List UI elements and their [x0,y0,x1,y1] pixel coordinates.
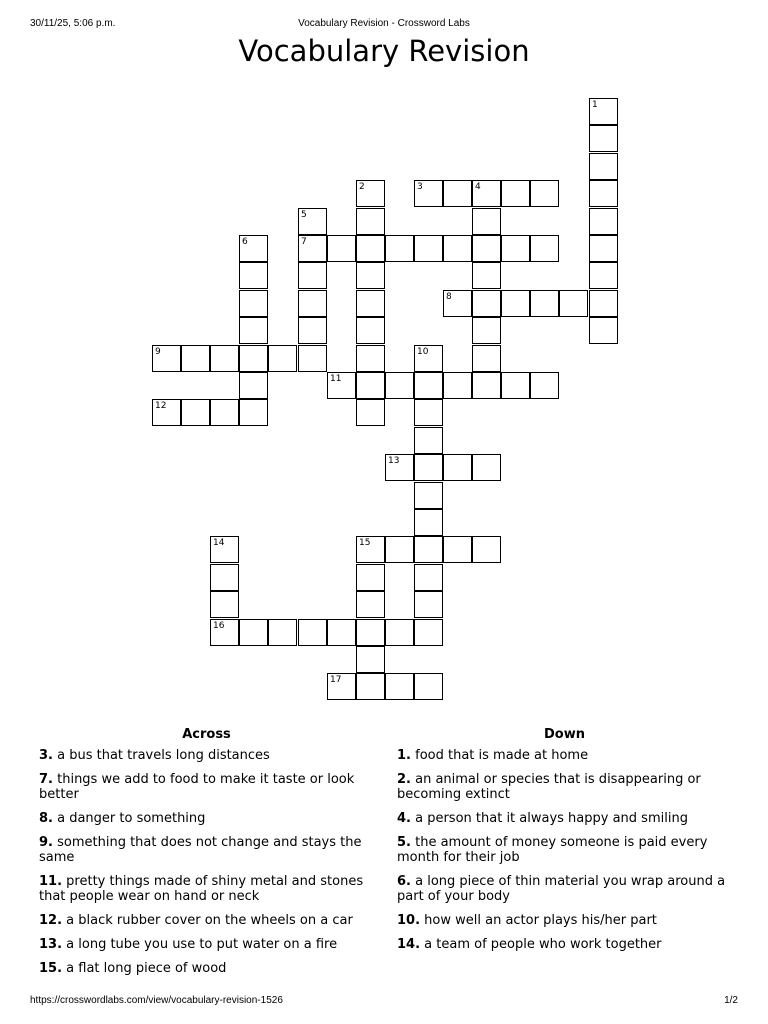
clue-number: 1. [397,748,411,763]
cell-number: 14 [213,538,225,548]
cell-number: 2 [359,182,365,192]
clue-text: a person that it always happy and smiling [410,811,688,826]
grid-cell[interactable] [356,536,385,563]
grid-cell[interactable] [152,399,181,426]
grid-cell[interactable] [239,235,268,262]
grid-cell[interactable] [298,262,327,289]
grid-cell[interactable] [298,619,327,646]
cell-number: 7 [301,237,307,247]
grid-cell[interactable] [268,619,297,646]
grid-cell[interactable] [472,180,501,207]
grid-cell[interactable] [298,208,327,235]
grid-cell[interactable] [356,619,385,646]
grid-cell[interactable] [327,235,356,262]
across-clue [39,961,384,976]
grid-cell[interactable] [589,180,618,207]
grid-cell[interactable] [356,646,385,673]
down-heading: Down [544,727,585,742]
across-clue [39,772,384,802]
grid-cell[interactable] [239,619,268,646]
clue-text: a flat long piece of wood [62,961,227,976]
clue-text: something that does not change and stays the same [39,835,362,865]
clue-text: a long piece of thin material you wrap around a part of your body [397,874,726,904]
across-clue [39,913,384,928]
grid-cell[interactable] [210,345,239,372]
grid-cell[interactable] [327,673,356,700]
grid-cell[interactable] [501,290,530,317]
cell-number: 6 [242,237,248,247]
print-date: 30/11/25, 5:06 p.m. [30,18,116,29]
grid-cell[interactable] [472,536,501,563]
clue-text: how well an actor plays his/her part [420,913,657,928]
clue-number: 5. [397,835,411,850]
across-clue [39,937,384,952]
page-url: https://crosswordlabs.com/view/vocabulary-revision-1526 [30,995,283,1006]
clue-number: 8. [39,811,53,826]
across-clue [39,835,384,865]
grid-cell[interactable] [327,372,356,399]
grid-cell[interactable] [356,180,385,207]
down-clue [397,913,742,928]
grid-cell[interactable] [210,399,239,426]
grid-cell[interactable] [298,235,327,262]
grid-cell[interactable] [472,235,501,262]
page-number: 1/2 [724,995,738,1006]
grid-cell[interactable] [443,235,472,262]
grid-cell[interactable] [472,208,501,235]
grid-cell[interactable] [298,317,327,344]
grid-cell[interactable] [501,372,530,399]
page-title: Vocabulary Revision [238,34,530,68]
clue-number: 13. [39,937,63,952]
clue-number: 3. [39,748,53,763]
grid-cell[interactable] [589,290,618,317]
grid-cell[interactable] [239,290,268,317]
grid-cell[interactable] [356,591,385,618]
grid-cell[interactable] [210,591,239,618]
cell-number: 11 [330,374,342,384]
grid-cell[interactable] [414,564,443,591]
clue-text: a long tube you use to put water on a fire [62,937,338,952]
grid-cell[interactable] [414,399,443,426]
print-tab-title: Vocabulary Revision - Crossword Labs [298,18,470,29]
clue-number: 10. [397,913,421,928]
grid-cell[interactable] [443,454,472,481]
cell-number: 5 [301,210,307,220]
grid-cell[interactable] [356,290,385,317]
grid-cell[interactable] [385,536,414,563]
grid-cell[interactable] [268,345,297,372]
grid-cell[interactable] [239,317,268,344]
grid-cell[interactable] [472,454,501,481]
clue-number: 2. [397,772,411,787]
grid-cell[interactable] [443,180,472,207]
clue-text: food that is made at home [410,748,589,763]
grid-cell[interactable] [239,262,268,289]
grid-cell[interactable] [472,262,501,289]
down-clue [397,937,742,952]
grid-cell[interactable] [589,262,618,289]
clue-number: 6. [397,874,411,889]
clue-text: things we add to food to make it taste or look better [39,772,355,802]
grid-cell[interactable] [589,317,618,344]
grid-cell[interactable] [414,619,443,646]
clue-text: an animal or species that is disappearing or becoming extinct [397,772,701,802]
cell-number: 17 [330,675,342,685]
grid-cell[interactable] [356,262,385,289]
grid-cell[interactable] [414,536,443,563]
grid-cell[interactable] [356,345,385,372]
grid-cell[interactable] [414,509,443,536]
grid-cell[interactable] [414,673,443,700]
grid-cell[interactable] [559,290,588,317]
grid-cell[interactable] [356,235,385,262]
across-heading: Across [182,727,231,742]
grid-cell[interactable] [356,372,385,399]
cell-number: 16 [213,621,225,631]
cell-number: 15 [359,538,371,548]
grid-cell[interactable] [239,345,268,372]
across-clue [39,874,384,904]
grid-cell[interactable] [414,482,443,509]
down-clue [397,748,742,763]
down-clue [397,835,742,865]
cell-number: 10 [417,347,429,357]
grid-cell[interactable] [472,372,501,399]
grid-cell[interactable] [414,345,443,372]
grid-cell[interactable] [298,345,327,372]
down-clue [397,811,742,826]
grid-cell[interactable] [472,345,501,372]
grid-cell[interactable] [210,564,239,591]
down-clue [397,874,742,904]
grid-cell[interactable] [385,235,414,262]
grid-cell[interactable] [356,399,385,426]
grid-cell[interactable] [327,619,356,646]
grid-cell[interactable] [152,345,181,372]
grid-cell[interactable] [589,208,618,235]
grid-cell[interactable] [414,180,443,207]
grid-cell[interactable] [181,399,210,426]
grid-cell[interactable] [385,673,414,700]
grid-cell[interactable] [210,536,239,563]
cell-number: 13 [388,456,400,466]
grid-cell[interactable] [589,98,618,125]
down-clue [397,772,742,802]
across-clues [39,727,384,985]
grid-cell[interactable] [385,454,414,481]
grid-cell[interactable] [443,536,472,563]
cell-number: 3 [417,182,423,192]
clue-number: 15. [39,961,63,976]
clue-number: 11. [39,874,63,889]
grid-cell[interactable] [414,427,443,454]
clue-number: 9. [39,835,53,850]
grid-cell[interactable] [356,208,385,235]
grid-cell[interactable] [589,125,618,152]
grid-cell[interactable] [356,564,385,591]
grid-cell[interactable] [414,591,443,618]
grid-cell[interactable] [472,317,501,344]
clue-text: pretty things made of shiny metal and stones that people wear on hand or neck [39,874,364,904]
grid-cell[interactable] [181,345,210,372]
across-clue [39,748,384,763]
cell-number: 1 [592,100,598,110]
grid-cell[interactable] [298,290,327,317]
grid-cell[interactable] [530,290,559,317]
grid-cell[interactable] [210,619,239,646]
grid-cell[interactable] [356,317,385,344]
cell-number: 12 [155,401,167,411]
grid-cell[interactable] [239,372,268,399]
grid-cell[interactable] [472,290,501,317]
cell-number: 4 [475,182,481,192]
grid-cell[interactable] [443,290,472,317]
grid-cell[interactable] [414,454,443,481]
grid-cell[interactable] [239,399,268,426]
clue-text: a bus that travels long distances [52,748,270,763]
clue-text: a black rubber cover on the wheels on a car [62,913,353,928]
grid-cell[interactable] [501,180,530,207]
grid-cell[interactable] [589,153,618,180]
cell-number: 8 [446,292,452,302]
grid-cell[interactable] [530,180,559,207]
grid-cell[interactable] [589,235,618,262]
clue-number: 12. [39,913,63,928]
grid-cell[interactable] [414,372,443,399]
clue-number: 4. [397,811,411,826]
grid-cell[interactable] [356,673,385,700]
grid-cell[interactable] [385,619,414,646]
grid-cell[interactable] [414,235,443,262]
grid-cell[interactable] [443,372,472,399]
grid-cell[interactable] [501,235,530,262]
cell-number: 9 [155,347,161,357]
clue-number: 14. [397,937,421,952]
across-clue [39,811,384,826]
grid-cell[interactable] [530,235,559,262]
clue-text: a team of people who work together [420,937,662,952]
clue-text: the amount of money someone is paid every month for their job [397,835,708,865]
grid-cell[interactable] [530,372,559,399]
grid-cell[interactable] [385,372,414,399]
down-clues [397,727,742,961]
clue-number: 7. [39,772,53,787]
clue-text: a danger to something [52,811,206,826]
